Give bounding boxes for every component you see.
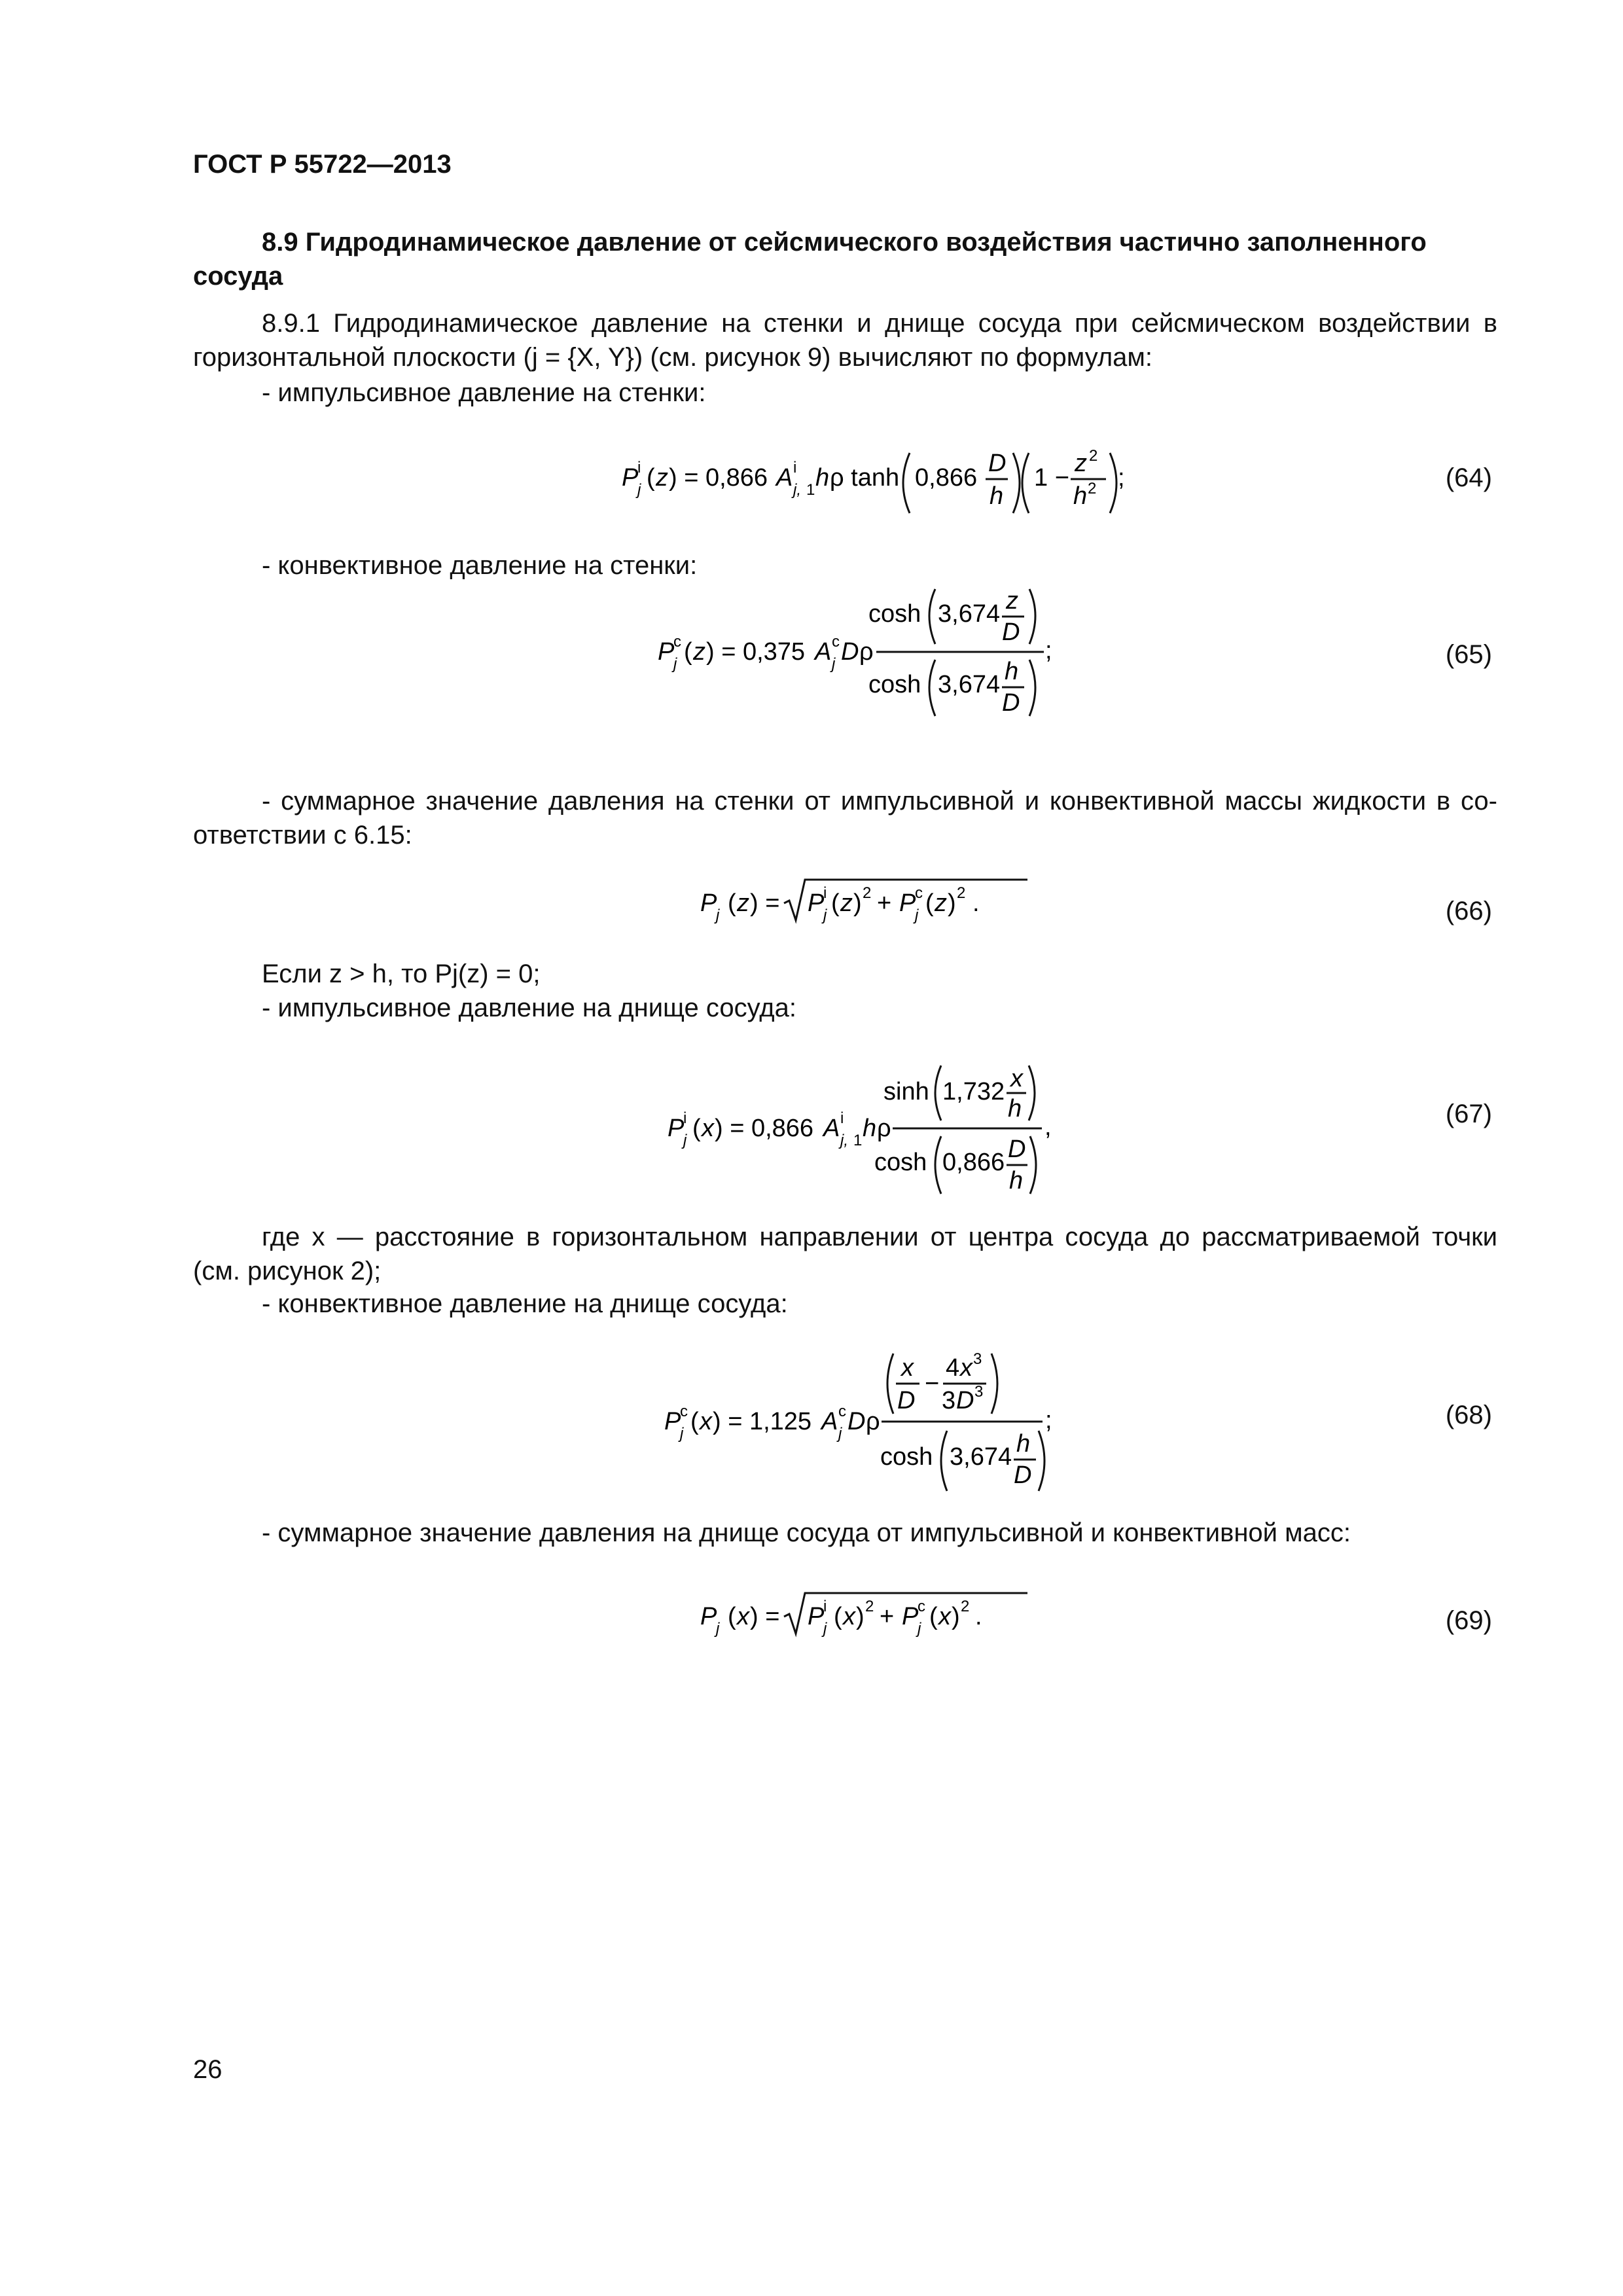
svg-text:4: 4 [946, 1354, 960, 1382]
svg-text:h: h [1008, 1095, 1022, 1122]
svg-text:A: A [776, 464, 793, 492]
svg-text:1: 1 [806, 481, 815, 499]
svg-text:cosh: cosh [868, 600, 921, 628]
svg-text:x: x [938, 1603, 951, 1630]
svg-text:0,866: 0,866 [942, 1149, 1005, 1176]
svg-text:j: j [832, 655, 836, 673]
where-line1: где x — расстояние в горизонтальном направлении от центра сосуда до рассматриваемой точки [262, 1223, 1497, 1251]
svg-text:j: j [823, 906, 827, 924]
svg-text:i: i [683, 1109, 687, 1127]
svg-text:z: z [840, 889, 853, 917]
svg-text:c: c [832, 633, 840, 651]
svg-text:h: h [815, 464, 830, 492]
page-number: 26 [193, 2055, 223, 2084]
svg-text:D: D [1014, 1462, 1032, 1489]
svg-text:x: x [737, 1603, 749, 1630]
svg-text:j,: j, [840, 1132, 848, 1149]
svg-text:P: P [622, 464, 639, 492]
svg-text:+: + [877, 889, 892, 917]
svg-text:c: c [915, 884, 923, 902]
svg-text:(: ( [647, 464, 655, 492]
paragraph-line: 8.9.1 Гидродинамическое давление на стенки и днище сосуда при сейсмическом воздействии в [262, 309, 1497, 338]
svg-text:.: . [975, 1603, 982, 1630]
svg-text:i: i [793, 459, 797, 476]
svg-text:j: j [680, 1425, 684, 1443]
where-line2: (см. рисунок 2); [193, 1257, 382, 1285]
svg-text:P: P [700, 1603, 717, 1630]
svg-text:) =: ) = [750, 889, 780, 917]
svg-text:z: z [656, 464, 668, 492]
equation-69 [700, 1584, 1041, 1643]
svg-text:2: 2 [865, 1598, 874, 1615]
svg-text:D: D [956, 1387, 974, 1414]
svg-text:(: ( [684, 638, 692, 666]
svg-text:h: h [990, 482, 1004, 510]
svg-text:P: P [658, 638, 675, 666]
svg-text:(: ( [929, 1603, 938, 1630]
svg-text:.: . [972, 889, 980, 917]
svg-text:z: z [1075, 450, 1087, 477]
svg-text:−: − [925, 1370, 940, 1397]
svg-text:) = 0,375: ) = 0,375 [706, 638, 806, 666]
svg-text:2: 2 [863, 884, 872, 902]
svg-text:j,: j, [793, 481, 801, 499]
svg-text:(: ( [728, 889, 736, 917]
svg-text:j: j [637, 481, 641, 499]
svg-text:z: z [693, 638, 705, 666]
svg-text:;: ; [1045, 637, 1052, 664]
svg-text:j: j [838, 1425, 842, 1443]
svg-text:0,866: 0,866 [915, 464, 978, 492]
svg-text:j: j [918, 1620, 921, 1638]
svg-text:z: z [935, 889, 947, 917]
condition-text: Если z > h, то Pj(z) = 0; [262, 960, 541, 988]
list-item-sum-bottom: - суммарное значение давления на днище сосуда от импульсивной и конвективной масс: [262, 1518, 1351, 1547]
svg-text:P: P [664, 1408, 681, 1435]
svg-text:(: ( [692, 1115, 701, 1142]
svg-text:c: c [680, 1403, 688, 1420]
svg-text:ρ: ρ [859, 638, 874, 666]
svg-text:;: ; [1045, 1407, 1052, 1434]
list-item-sum-walls-line1: - суммарное значение давления на стенки от импульсивной и конвективной массы жидкости в со- [262, 787, 1497, 816]
svg-text:x: x [960, 1354, 972, 1382]
svg-text:) = 0,866: ) = 0,866 [715, 1115, 814, 1142]
svg-text:D: D [897, 1387, 916, 1414]
svg-text:(: ( [834, 1603, 842, 1630]
svg-text:x: x [700, 1408, 712, 1435]
svg-text:D: D [841, 638, 859, 666]
equation-67 [668, 1060, 1073, 1211]
svg-text:x: x [1010, 1065, 1023, 1092]
section-title-line1: 8.9 Гидродинамическое давление от сейсмического воздействия частично заполненного [262, 228, 1427, 257]
svg-text:A: A [821, 1408, 838, 1435]
svg-text:j: j [673, 655, 677, 673]
list-item-impulse-walls: - импульсивное давление на стенки: [262, 378, 706, 407]
svg-text:,: , [1044, 1113, 1052, 1141]
svg-text:): ) [856, 1603, 865, 1630]
svg-text:P: P [808, 1603, 825, 1630]
equation-64 [622, 432, 1093, 524]
svg-text:j: j [716, 1620, 720, 1638]
svg-text:sinh: sinh [883, 1078, 929, 1105]
svg-text:ρ tanh: ρ tanh [830, 464, 900, 492]
svg-text:j: j [823, 1620, 827, 1638]
svg-text:3,674: 3,674 [938, 671, 1001, 698]
svg-text:h: h [1073, 482, 1088, 510]
equation-65 [658, 583, 1077, 733]
svg-text:c: c [918, 1598, 925, 1615]
svg-text:3,674: 3,674 [938, 600, 1001, 628]
svg-text:z: z [1006, 587, 1018, 615]
svg-text:(: ( [925, 889, 934, 917]
equation-number-65: (65) [1445, 640, 1492, 669]
svg-text:(: ( [831, 889, 840, 917]
svg-text:cosh: cosh [868, 671, 921, 698]
equation-number-66: (66) [1445, 897, 1492, 925]
paragraph-line: горизонтальной плоскости (j = {X, Y}) (см. рисунок 9) вычисляют по формулам: [193, 343, 1153, 372]
svg-text:): ) [952, 1603, 960, 1630]
svg-text:A: A [815, 638, 832, 666]
svg-text:) = 1,125: ) = 1,125 [713, 1408, 812, 1435]
svg-text:1: 1 [853, 1132, 863, 1149]
svg-text:2: 2 [957, 884, 966, 902]
svg-text:h: h [1005, 658, 1019, 685]
list-item-impulse-bottom: - импульсивное давление на днище сосуда: [262, 994, 796, 1022]
svg-text:i: i [823, 1598, 827, 1615]
svg-text:(: ( [690, 1408, 699, 1435]
svg-text:ρ: ρ [877, 1115, 891, 1142]
svg-text:D: D [1002, 619, 1020, 646]
svg-text:c: c [673, 633, 681, 651]
svg-text:P: P [668, 1115, 685, 1142]
svg-text:x: x [843, 1603, 855, 1630]
svg-text:2: 2 [1089, 447, 1098, 465]
svg-text:A: A [823, 1115, 840, 1142]
svg-text:h: h [863, 1115, 877, 1142]
equation-number-69: (69) [1445, 1606, 1492, 1635]
svg-text:3: 3 [974, 1383, 984, 1401]
svg-text:i: i [823, 884, 827, 902]
equation-64-tail [1068, 432, 1160, 524]
svg-text:D: D [988, 450, 1007, 477]
section-title-line2: сосуда [193, 262, 283, 291]
equation-number-64: (64) [1445, 463, 1492, 492]
svg-text:ρ: ρ [866, 1408, 880, 1435]
document-header: ГОСТ Р 55722—2013 [193, 150, 452, 179]
svg-text:) = 0,866: ) = 0,866 [669, 464, 768, 492]
svg-text:3: 3 [973, 1350, 982, 1368]
list-item-convective-bottom: - конвективное давление на днище сосуда: [262, 1289, 788, 1318]
svg-text:j: j [683, 1132, 687, 1149]
svg-text:x: x [702, 1115, 714, 1142]
svg-text:x: x [901, 1354, 914, 1382]
svg-text:;: ; [1118, 464, 1125, 492]
svg-text:cosh: cosh [880, 1443, 933, 1471]
svg-text:(: ( [728, 1603, 736, 1630]
list-item-convective-walls: - конвективное давление на стенки: [262, 551, 698, 580]
svg-text:cosh: cosh [874, 1149, 927, 1176]
svg-text:h: h [1009, 1167, 1024, 1194]
svg-text:): ) [853, 889, 862, 917]
equation-66 [700, 870, 1041, 929]
svg-text:i: i [840, 1109, 844, 1127]
equation-68 [664, 1348, 1083, 1505]
svg-text:3: 3 [942, 1387, 956, 1414]
svg-text:3,674: 3,674 [950, 1443, 1012, 1471]
svg-text:j: j [915, 906, 919, 924]
svg-text:1,732: 1,732 [942, 1078, 1005, 1105]
svg-text:2: 2 [961, 1598, 970, 1615]
svg-text:c: c [838, 1403, 846, 1420]
svg-text:2: 2 [1088, 480, 1097, 497]
svg-text:D: D [847, 1408, 866, 1435]
svg-text:h: h [1016, 1430, 1031, 1458]
equation-number-67: (67) [1445, 1100, 1492, 1128]
svg-text:1 −: 1 − [1034, 464, 1069, 492]
svg-text:) =: ) = [750, 1603, 780, 1630]
svg-text:D: D [1008, 1136, 1026, 1163]
svg-text:P: P [700, 889, 717, 917]
svg-text:+: + [880, 1603, 895, 1630]
svg-text:z: z [737, 889, 749, 917]
svg-text:P: P [899, 889, 916, 917]
svg-text:P: P [808, 889, 825, 917]
svg-text:P: P [902, 1603, 919, 1630]
list-item-sum-walls-line2: ответствии с 6.15: [193, 821, 412, 850]
svg-text:): ) [948, 889, 956, 917]
svg-text:i: i [637, 459, 641, 476]
svg-text:j: j [716, 906, 720, 924]
svg-text:D: D [1002, 689, 1020, 717]
equation-number-68: (68) [1445, 1401, 1492, 1429]
